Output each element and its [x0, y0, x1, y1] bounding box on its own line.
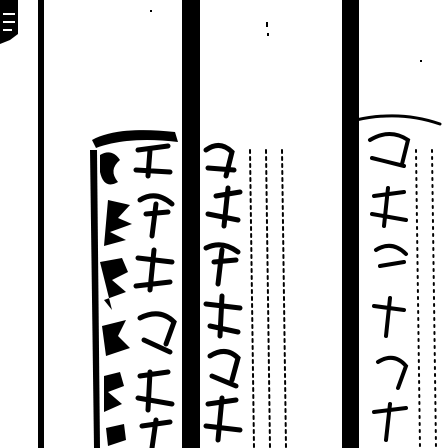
vertical-bar: [342, 0, 359, 448]
vertical-bar: [38, 0, 44, 448]
vertical-bar: [182, 0, 200, 448]
